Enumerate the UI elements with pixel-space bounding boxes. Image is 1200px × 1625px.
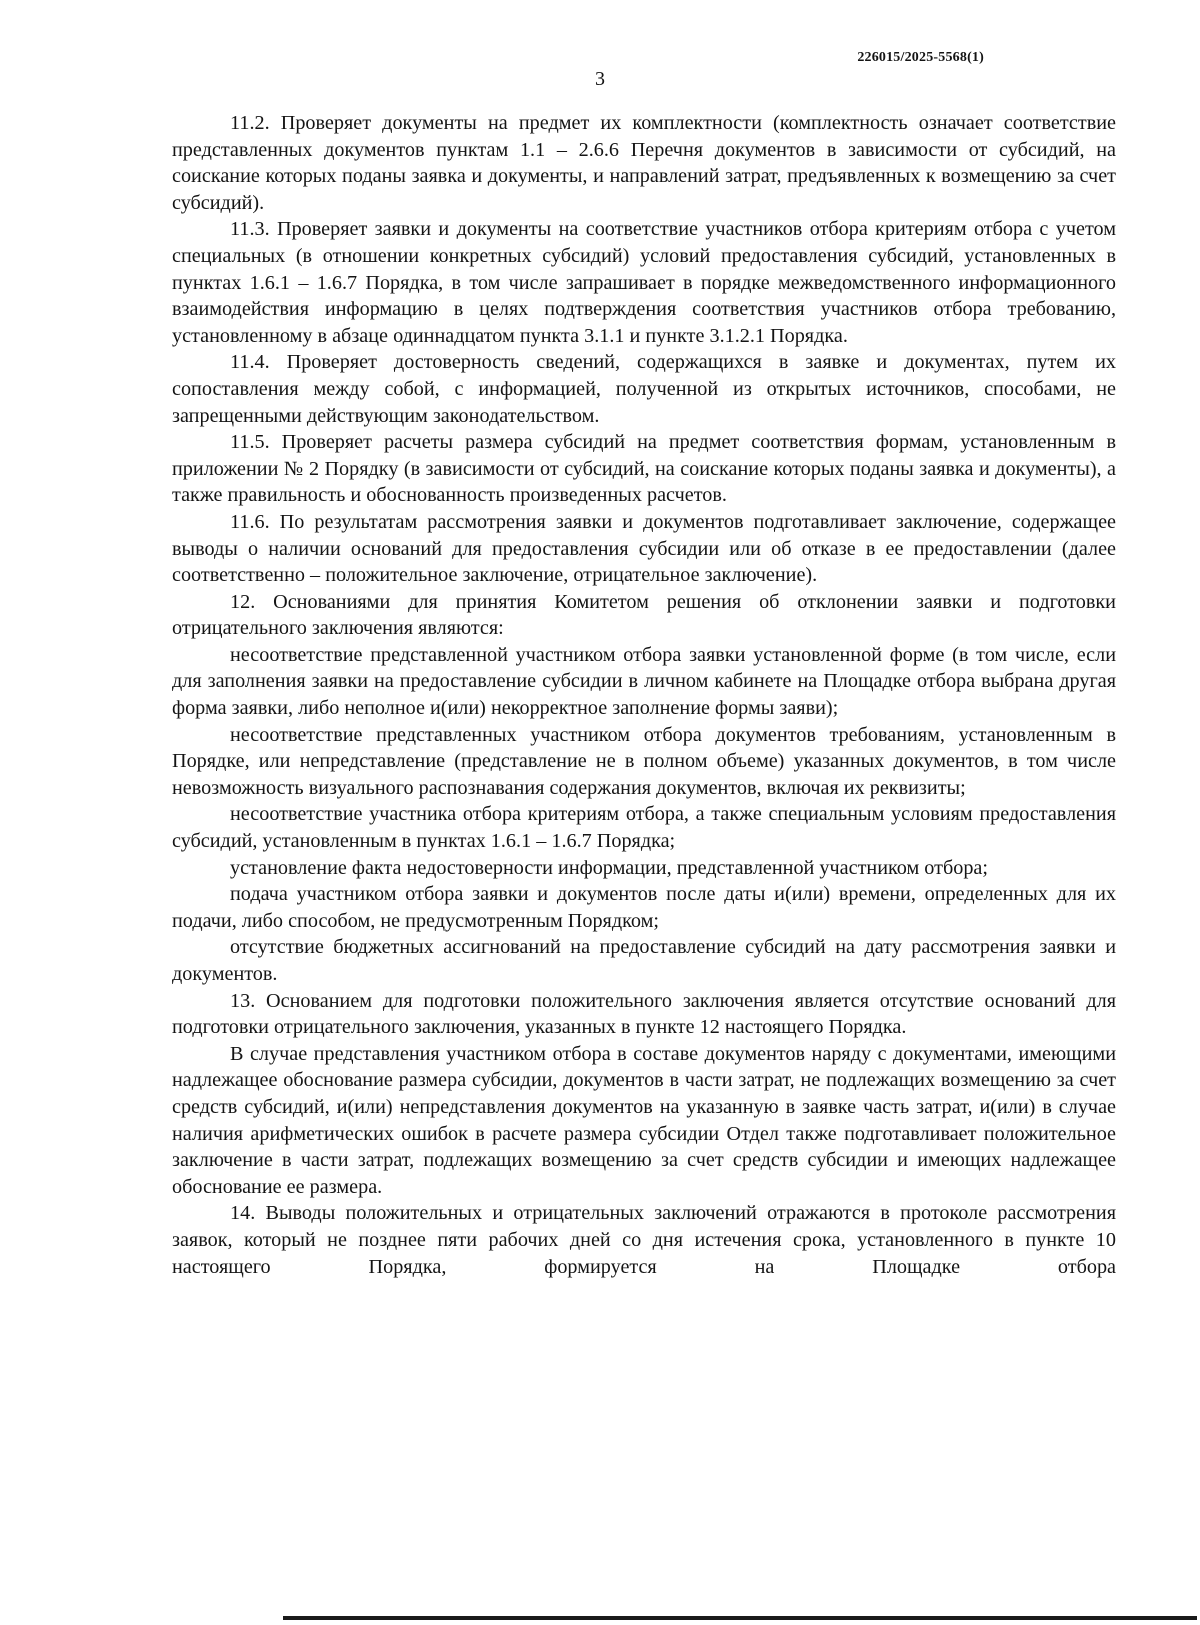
paragraph-12-ground-false-info: установление факта недостоверности информации, представленной участником отбора; <box>230 856 988 879</box>
paragraph-12-ground-criteria: несоответствие участника отбора критериям отбора, а также специальным условиям предоставления субсидий, установленным в пунктах 1.6.1 – 1.6.7 Порядка; <box>172 803 1116 853</box>
page-bottom-edge <box>283 1616 1197 1620</box>
document-body <box>172 110 1116 1280</box>
paragraph-11-2: 11.2. Проверяет документы на предмет их комплектности (комплектность означает соответствие представленных документов пунктам 1.1 – 2.6.6 Перечня документов в зависимости от субсидий, на соискание которых поданы заявка и документы, и направлений затрат, предъявленных к возмещению за счет субсидий). <box>172 112 1116 214</box>
paragraph-12-ground-late-submission: подача участником отбора заявки и документов после даты и(или) времени, определенных для их подачи, либо способом, не предусмотренным Порядком; <box>172 883 1116 932</box>
paragraph-12: 12. Основаниями для принятия Комитетом решения об отклонении заявки и подготовки отрицательного заключения являются: <box>172 590 1116 640</box>
paragraph-11-3: 11.3. Проверяет заявки и документы на соответствие участников отбора критериям отбора с учетом специальных (в отношении конкретных субсидий) условий предоставления субсидий, установленных в пунктах 1.6.1 – 1.6.7 Порядка, в том числе запрашивает в порядке межведомственного информационного взаимодействия информацию в целях подтверждения соответствия участников отбора требованию, установленному в абзаце одиннадцатом пункта 3.1.1 и пункте 3.1.2.1 Порядка. <box>172 218 1116 347</box>
paragraph-13-partial: В случае представления участником отбора в составе документов наряду с документами, имеющими надлежащее обоснование размера субсидии, документов в части затрат, не подлежащих возмещению за счет средств субсидий, и(или) непредставления документов на указанную в заявке часть затрат, и(или) в случае наличия арифметических ошибок в расчете размера субсидии Отдел также подготавливает положительное заключение в части затрат, подлежащих возмещению за счет средств субсидии и имеющих надлежащее обоснование ее размера. <box>172 1042 1116 1198</box>
paragraph-12-ground-documents: несоответствие представленных участником отбора документов требованиям, установленным в Порядке, или непредставление (представление не в полном объеме) указанных документов, в том числе невозможность визуального распознавания содержания документов, включая их реквизиты; <box>172 723 1116 799</box>
paragraph-13: 13. Основанием для подготовки положительного заключения является отсутствие оснований для подготовки отрицательного заключения, указанных в пункте 12 настоящего Порядка. <box>172 989 1116 1039</box>
page-number: 3 <box>595 68 605 90</box>
paragraph-11-5: 11.5. Проверяет расчеты размера субсидий на предмет соответствия формам, установленным в приложении № 2 Порядку (в зависимости от субсидий, на соискание которых поданы заявка и документы), а также правильность и обоснованность произведенных расчетов. <box>172 431 1116 507</box>
paragraph-12-ground-form: несоответствие представленной участником отбора заявки установленной форме (в том числе, если для заполнения заявки на предоставление субсидии в личном кабинете на Площадке отбора выбрана другая форма заявки, либо неполное и(или) некорректное заполнение формы заяви); <box>172 643 1116 720</box>
paragraph-14: 14. Выводы положительных и отрицательных заключений отражаются в протоколе рассмотрения заявок, который не позднее пяти рабочих дней со дня истечения срока, установленного в пункте 10 настоящего Порядка, формируется на Площадке отбора <box>172 1202 1116 1278</box>
paragraph-11-6: 11.6. По результатам рассмотрения заявки и документов подготавливает заключение, содержащее выводы о наличии оснований для предоставления субсидии или об отказе в ее предоставлении (далее соответственно – положительное заключение, отрицательное заключение). <box>172 510 1116 587</box>
document-id: 226015/2025-5568(1) <box>857 50 984 65</box>
paragraph-11-4: 11.4. Проверяет достоверность сведений, содержащихся в заявке и документах, путем их сопоставления между собой, с информацией, полученной из открытых источников, способами, не запрещенными действующим законодательством. <box>172 351 1116 427</box>
paragraph-12-ground-no-budget: отсутствие бюджетных ассигнований на предоставление субсидий на дату рассмотрения заявки и документов. <box>172 936 1116 985</box>
